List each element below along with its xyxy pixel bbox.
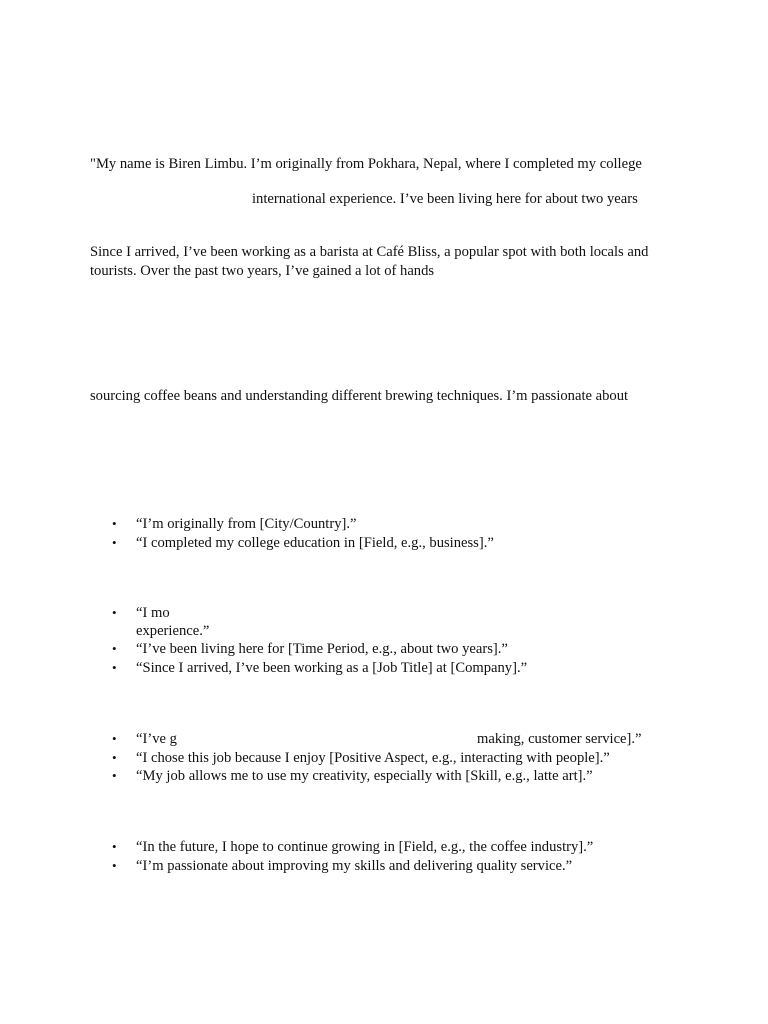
list-item: “I’ve been living here for [Time Period, e.g., about two years].” (136, 641, 508, 657)
paragraph-line: international experience. I’ve been living here for about two years (252, 191, 638, 207)
list-item-fragment: making, customer service].” (477, 731, 642, 747)
bullet-marker: • (112, 731, 117, 746)
bullet-marker: • (112, 660, 117, 675)
bullet-marker: • (112, 641, 117, 656)
list-item: “I’m passionate about improving my skills and delivering quality service.” (136, 858, 573, 874)
bullet-marker: • (112, 535, 117, 550)
list-item: “I chose this job because I enjoy [Positive Aspect, e.g., interacting with people].” (136, 750, 610, 766)
list-item: “I mo (136, 605, 170, 621)
list-item: “In the future, I hope to continue growing in [Field, e.g., the coffee industry].” (136, 839, 594, 855)
bullet-marker: • (112, 750, 117, 765)
paragraph-line: Since I arrived, I’ve been working as a barista at Café Bliss, a popular spot with both locals and (90, 244, 649, 260)
bullet-marker: • (112, 839, 117, 854)
list-item: “My job allows me to use my creativity, especially with [Skill, e.g., latte art].” (136, 768, 593, 784)
list-item: “Since I arrived, I’ve been working as a [Job Title] at [Company].” (136, 660, 528, 676)
list-item: “I’ve g (136, 731, 177, 747)
list-item: “I completed my college education in [Field, e.g., business].” (136, 535, 494, 551)
bullet-marker: • (112, 768, 117, 783)
bullet-marker: • (112, 858, 117, 873)
paragraph-line: "My name is Biren Limbu. I’m originally from Pokhara, Nepal, where I completed my college (90, 156, 642, 172)
list-item: “I’m originally from [City/Country].” (136, 516, 357, 532)
list-item-continuation: experience.” (136, 623, 210, 639)
bullet-marker: • (112, 605, 117, 620)
paragraph-line: sourcing coffee beans and understanding different brewing techniques. I’m passionate about (90, 388, 629, 404)
bullet-marker: • (112, 516, 117, 531)
paragraph-line: tourists. Over the past two years, I’ve gained a lot of hands (90, 263, 435, 279)
